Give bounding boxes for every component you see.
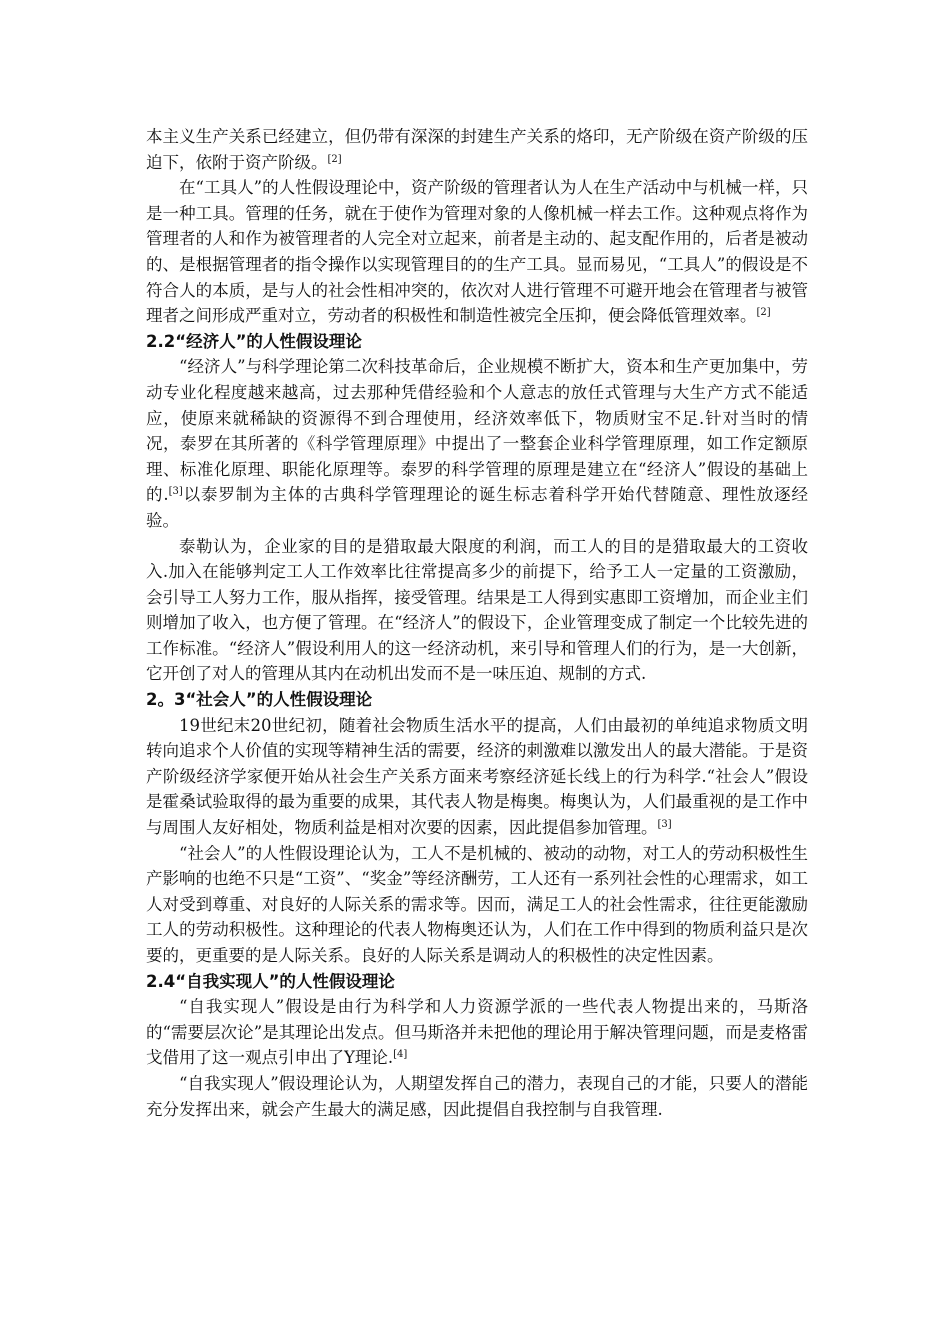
paragraph-intro (146, 124, 808, 175)
paragraph-text: “社会人”的人性假设理论认为，工人不是机械的、被动的动物，对工人的劳动积极性生产影响的也绝不只是“工资”、“奖金”等经济酬劳，工人还有一系列社会性的心理需求，如工人对受到尊重、对良好的人际关系的需求等。因而，满足工人的社会性需求，往往更能激励工人的劳动积极性。这种理论的代表人物梅奥还认为，人们在工作中得到的物质利益只是次要的，更重要的是人际关系。良好的人际关系是调动人的积极性的决定性因素。 (146, 843, 808, 965)
citation-ref: [3] (657, 819, 672, 831)
paragraph-text: 19世纪末20世纪初，随着社会物质生活水平的提高，人们由最初的单纯追求物质文明转向追求个人价值的实现等精神生活的需要，经济的刺激难以激发出人的最大潜能。于是资产阶级经济学家便开始从社会生产关系方面来考察经济延长线上的行为科学.“社会人”假设是霍桑试验取得的最为重要的成果，其代表人物是梅奥。梅奥认为，人们最重视的是工作中与周围人友好相处，物质利益是相对次要的因素，因此提倡参加管理。 (146, 715, 808, 838)
citation-ref: [2] (327, 153, 342, 165)
section-heading-2-2: 2.2“经济人”的人性假设理论 (146, 331, 362, 351)
section-heading-2-4: 2.4“自我实现人”的人性假设理论 (146, 971, 395, 991)
paragraph-text: “经济人”与科学理论第二次科技革命后，企业规模不断扩大，资本和生产更加集中，劳动专业化程度越来越高，过去那种凭借经验和个人意志的放任式管理与大生产方式不能适应，使原来就稀缺的资源得不到合理使用，经济效率低下，物质财宝不足.针对当时的情况，泰罗在其所著的《科学管理原理》中提出了一整套企业科学管理原理，如工作定额原理、标准化原理、职能化原理等。泰罗的科学管理的原理是建立在“经济人”假设的基础上的. (146, 357, 808, 505)
paragraph-text: 本主义生产关系已经建立，但仍带有深深的封建生产关系的烙印，无产阶级在资产阶级的压迫下，依附于资产阶级。 (146, 127, 808, 172)
citation-ref: [3] (168, 486, 183, 498)
paragraph-text-continued: 以泰罗制为主体的古典科学管理理论的诞生标志着科学开始代替随意、理性放逐经验。 (146, 485, 809, 530)
document-page (146, 124, 808, 1122)
paragraph-social-man-intro (146, 713, 808, 841)
paragraph-text: “自我实现人”假设理论认为，人期望发挥自己的潜力，表现自己的才能，只要人的潜能充分发挥出来，就会产生最大的满足感，因此提倡自我控制与自我管理. (146, 1073, 808, 1119)
paragraph-economic-man (146, 354, 808, 533)
section-heading-2-3: 2。3“社会人”的人性假设理论 (146, 690, 373, 710)
citation-ref: [4] (393, 1049, 408, 1061)
paragraph-social-man-theory (146, 841, 808, 969)
paragraph-self-actualizing-theory (146, 1071, 808, 1122)
paragraph-text: 在“工具人”的人性假设理论中，资产阶级的管理者认为人在生产活动中与机械一样，只是一种工具。管理的任务，就在于使作为管理对象的人像机械一样去工作。这种观点将作为管理者的人和作为被管理者的人完全对立起来，前者是主动的、起支配作用的，后者是被动的、是根据管理者的指令操作以实现管理目的的生产工具。显而易见，“工具人”的假设是不符合人的本质，是与人的社会性相冲突的，依次对人进行管理不可避开地会在管理者与被管理者之间形成严重对立，劳动者的积极性和制造性被完全压抑，便会降低管理效率。 (146, 178, 808, 326)
paragraph-self-actualizing-intro (146, 994, 808, 1071)
paragraph-tool-man (146, 175, 808, 329)
paragraph-text: “自我实现人”假设是由行为科学和人力资源学派的一些代表人物提出来的，马斯洛的“需要层次论”是其理论出发点。但马斯洛并未把他的理论用于解决管理问题，而是麦格雷戈借用了这一观点引申出了Y理论. (146, 997, 808, 1068)
paragraph-text: 泰勒认为，企业家的目的是猎取最大限度的利润，而工人的目的是猎取最大的工资收入.加入在能够判定工人工作效率比往常提高多少的前提下，给予工人一定量的工资激励，会引导工人努力工作，服从指挥，接受管理。结果是工人得到实惠即工资增加，而企业主们则增加了收入，也方便了管理。在“经济人”的假设下，企业管理变成了制定一个比较先进的工作标准。“经济人”假设利用人的这一经济动机，来引导和管理人们的行为，是一大创新，它开创了对人的管理从其内在动机出发而不是一味压迫、规制的方式. (146, 536, 808, 684)
paragraph-taylor (146, 534, 808, 688)
citation-ref: [2] (756, 307, 771, 319)
